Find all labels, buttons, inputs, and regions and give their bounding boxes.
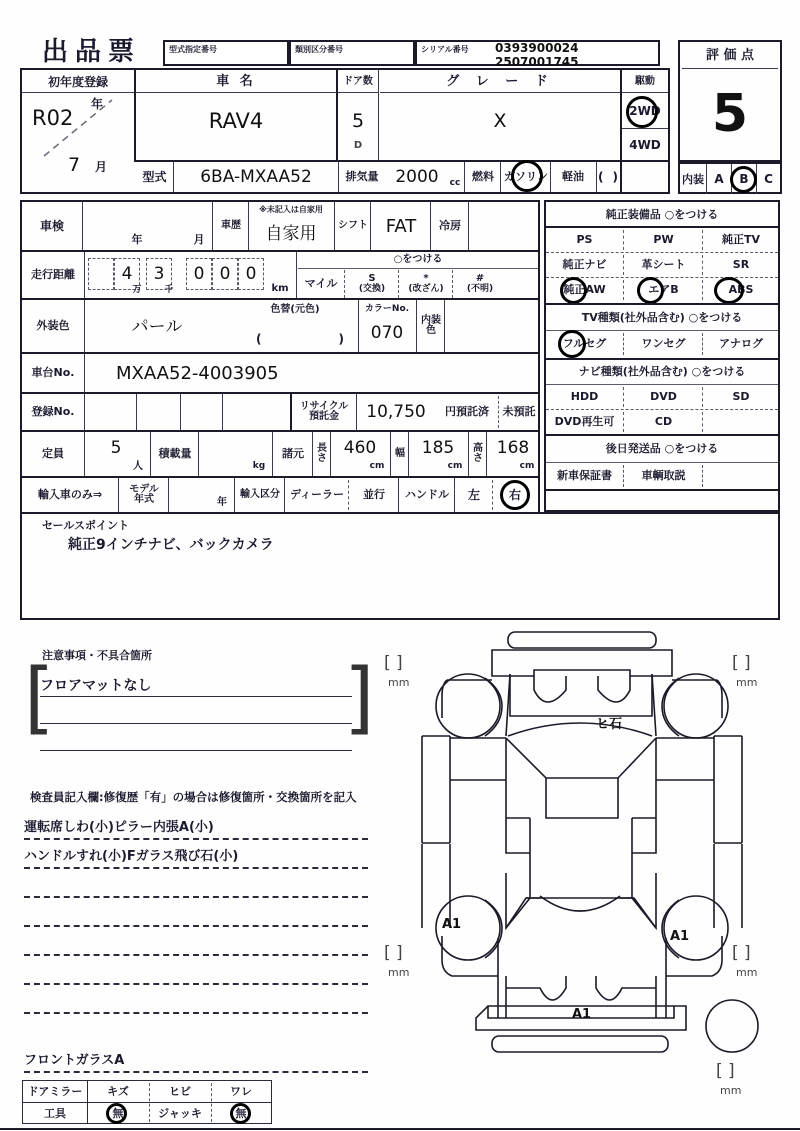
tv-fullseg[interactable]: フルセグ xyxy=(562,337,607,351)
tv-type-header: TV種類(社外品含む) ○をつける xyxy=(581,311,743,325)
fuel-diesel[interactable]: 軽油 xyxy=(562,170,584,184)
doors-header-divider xyxy=(338,92,378,93)
caution-line-0: フロアマットなし xyxy=(40,677,152,694)
seats-unit: 人 xyxy=(133,460,143,472)
inspector-rule-1 xyxy=(24,867,368,869)
recycle-amount: 10,750 xyxy=(366,402,426,422)
genuine-equipment-header: 純正装備品 ○をつける xyxy=(605,208,719,222)
model-designation-field xyxy=(163,40,289,66)
interior-grade-b[interactable]: B xyxy=(731,164,756,194)
model-year-unit: 年 xyxy=(217,496,227,508)
history-label: 車歴 xyxy=(221,219,241,231)
vsep-3 xyxy=(378,70,379,162)
diagram-mark-hiseki: ヒ石 xyxy=(596,717,623,732)
vsep-reg xyxy=(84,394,85,430)
width-label: 幅 xyxy=(395,447,405,459)
diagram-mark-a1-2: A1 xyxy=(670,929,690,944)
vsep-fuel1 xyxy=(500,162,501,192)
vsep-shaken xyxy=(82,202,83,250)
type-value: 6BA-MXAA52 xyxy=(200,167,312,187)
vdash-eq-r1a xyxy=(623,230,624,250)
recycle-paid[interactable]: 円預託済 xyxy=(445,405,489,419)
front-glass-rule xyxy=(24,1071,368,1073)
shift-value: FAT xyxy=(385,215,417,237)
diagram-bracket-tl: [ ] xyxy=(384,653,403,673)
vsep-shaken2 xyxy=(212,202,213,250)
diagram-bracket-br: [ ] xyxy=(732,943,751,963)
diagram-mm-br: mm xyxy=(736,966,758,979)
vsep-mileage xyxy=(84,252,85,298)
caution-line-1 xyxy=(40,703,340,723)
nav-sd[interactable]: SD xyxy=(732,390,750,404)
model-designation-value xyxy=(169,52,287,66)
inspector-line-5 xyxy=(24,963,354,983)
bottom-cell-tools: 工具 xyxy=(44,1106,66,1120)
serial-value: 0393900024 2507001745 xyxy=(495,41,579,69)
diagram-mm-tr: mm xyxy=(736,676,758,689)
interior-color-label: 内装色 xyxy=(421,315,441,336)
vdash-eq-r1b xyxy=(702,230,703,250)
vsep-load xyxy=(150,432,151,476)
rating-divider xyxy=(682,68,778,69)
displacement-unit: cc xyxy=(449,178,461,189)
vsep-type xyxy=(338,162,339,192)
vdash-ship-b xyxy=(702,465,703,487)
vsep-fuel3 xyxy=(596,162,597,192)
mileage-s-option[interactable] xyxy=(346,270,398,298)
shaken-label: 車検 xyxy=(39,218,64,233)
repaint-close: ) xyxy=(338,331,344,346)
vdash-eq-r3b xyxy=(702,280,703,300)
height-value: 168 xyxy=(496,438,530,458)
car-damage-diagram xyxy=(380,628,780,1128)
vdash-nav-a xyxy=(623,387,624,407)
equipment-genuine-aw[interactable]: 純正AW xyxy=(563,283,606,297)
inspector-rule-4 xyxy=(24,954,368,956)
vsep-mileage2 xyxy=(296,252,297,298)
caution-rule-0 xyxy=(40,696,352,697)
inspector-rule-2 xyxy=(24,896,368,898)
ac-value xyxy=(470,202,538,250)
drive-divider xyxy=(622,128,668,129)
interior-grade-row xyxy=(678,162,782,194)
caution-rule-2 xyxy=(40,750,352,751)
width-unit: cm xyxy=(447,461,463,472)
vsep-history xyxy=(248,202,249,250)
interior-color-value xyxy=(446,300,538,352)
mileage-digit-0[interactable] xyxy=(88,258,114,290)
bottom-cell-scratch[interactable]: キズ xyxy=(107,1084,129,1098)
height-unit: cm xyxy=(519,461,535,472)
vsep-history2 xyxy=(334,202,335,250)
equipment-sr[interactable]: SR xyxy=(732,258,750,272)
repaint-open: ( xyxy=(256,331,262,346)
mileage-digit-1[interactable]: 4 xyxy=(114,258,140,290)
doors-sub-label: D xyxy=(353,139,363,151)
vsep-colorno xyxy=(358,300,359,352)
vsep-ac xyxy=(430,202,431,250)
hsep-ship-end xyxy=(546,489,778,491)
length-label: 長さ xyxy=(317,443,327,464)
color-no-label: カラーNo. xyxy=(364,304,410,315)
vsep-load2 xyxy=(198,432,199,476)
vdash-recycle xyxy=(498,396,499,428)
front-glass-note: フロントガラスA xyxy=(24,1053,125,1069)
caution-line-2 xyxy=(40,730,340,750)
caution-bracket-left: [ xyxy=(24,653,55,743)
model-year-label xyxy=(120,478,168,512)
inspector-line-2 xyxy=(24,876,354,896)
registration-label: 登録No. xyxy=(31,405,75,419)
nav-blank[interactable] xyxy=(704,410,778,434)
vdash-nav-b xyxy=(702,387,703,407)
load-label: 積載量 xyxy=(158,447,192,461)
inspector-line-3 xyxy=(24,905,354,925)
shift-label: シフト xyxy=(338,219,368,231)
shaken-month-value xyxy=(150,204,198,232)
first-reg-month-value: 7 xyxy=(67,154,81,176)
nav-dvd-playable[interactable]: DVD再生可 xyxy=(554,415,615,429)
history-value: 自家用 xyxy=(265,223,317,244)
vdash-mile xyxy=(344,270,345,298)
drive-2wd[interactable]: 2WD xyxy=(629,103,661,118)
diagram-bracket-tr: [ ] xyxy=(732,653,751,673)
sheet-bottom-rule xyxy=(0,1128,800,1130)
displacement-label: 排気量 xyxy=(345,170,379,184)
inspector-rule-6 xyxy=(24,1012,368,1014)
vsep-reg2 xyxy=(180,394,181,430)
vsep-seats xyxy=(84,432,85,476)
recycle-label xyxy=(292,394,356,430)
vsep-fuel2 xyxy=(550,162,551,192)
width-value: 185 xyxy=(421,438,455,458)
bottom-vdash-2 xyxy=(149,1083,150,1122)
bottom-cell-tools-none[interactable]: 無 xyxy=(112,1106,124,1120)
type-label: 型式 xyxy=(136,162,174,192)
vsep-imdiv xyxy=(234,478,235,512)
vsep-len2 xyxy=(330,432,331,476)
interior-grade-a[interactable]: A xyxy=(706,164,731,194)
first-reg-year-value: R02 xyxy=(32,106,74,130)
vsep-disp xyxy=(464,162,465,192)
inspector-line-4 xyxy=(24,934,354,954)
diagram-mm-tl: mm xyxy=(388,676,410,689)
serial-field xyxy=(415,40,660,69)
mileage-s-label: S xyxy=(368,273,376,285)
vdash-dealer xyxy=(348,480,349,510)
vsep-ac2 xyxy=(468,202,469,250)
chassis-label: 車台No. xyxy=(31,366,75,380)
load-value xyxy=(200,434,268,462)
vsep-reg1 xyxy=(136,394,137,430)
caution-rule-1 xyxy=(40,723,352,724)
inspector-rule-0 xyxy=(24,838,368,840)
vdash-star xyxy=(452,270,453,298)
registration-cell-2[interactable] xyxy=(182,394,222,430)
mileage-hash-sub: (不明) xyxy=(466,283,494,294)
vdash-ship-a xyxy=(623,465,624,487)
vsep-hgt xyxy=(468,432,469,476)
first-reg-header-divider xyxy=(22,92,134,93)
mileage-km-unit: km xyxy=(271,282,289,294)
vsep-extcolor xyxy=(84,300,85,352)
nav-type-header: ナビ種類(社外品含む) ○をつける xyxy=(578,365,746,379)
car-name-value: RAV4 xyxy=(208,109,264,133)
equipment-ps[interactable]: PS xyxy=(576,233,593,247)
recycle-label-line2: 預託金 xyxy=(309,411,339,422)
shaken-year-unit: 年 xyxy=(131,233,143,247)
inspector-label: 検査員記入欄:修復歴「有」の場合は修復箇所・交換箇所を記入 xyxy=(30,789,357,804)
vsep-intcolor xyxy=(416,300,417,352)
registration-cell-1[interactable] xyxy=(138,394,180,430)
diagram-mark-a1-1: A1 xyxy=(442,917,462,932)
diagram-bracket-bl: [ ] xyxy=(384,943,403,963)
equipment-genuine-tv[interactable]: 純正TV xyxy=(721,233,761,247)
vsep-chassis xyxy=(84,354,85,392)
equipment-genuine-nav[interactable]: 純正ナビ xyxy=(562,258,607,272)
mileage-digit-5[interactable]: 0 xyxy=(238,258,264,290)
ship-warranty[interactable]: 新車保証書 xyxy=(557,469,612,483)
drive-label: 駆動 xyxy=(635,75,655,87)
drive-4wd[interactable]: 4WD xyxy=(629,137,661,152)
spec-label: 諸元 xyxy=(282,447,304,461)
shaken-year-value xyxy=(84,204,144,232)
vsep-modelyear xyxy=(168,478,169,512)
drive-header-divider xyxy=(622,92,668,93)
vdash-eq-r3a xyxy=(623,280,624,300)
mileage-digit-3[interactable]: 0 xyxy=(186,258,212,290)
inspector-line-6 xyxy=(24,992,354,1012)
vsep-wid2 xyxy=(408,432,409,476)
mileage-man-unit: 万 xyxy=(132,285,142,296)
seats-label: 定員 xyxy=(42,447,64,461)
mileage-star-label: * xyxy=(423,273,429,285)
import-dealer[interactable]: ディーラー xyxy=(289,488,345,502)
page-title: 出品票 xyxy=(42,37,142,68)
model-year-line2: 年式 xyxy=(134,494,154,505)
mileage-circle-note: ○をつける xyxy=(393,253,443,265)
vsep-handle2 xyxy=(454,478,455,512)
car-name-label: 車 名 xyxy=(216,74,256,90)
length-unit: cm xyxy=(369,461,385,472)
inspector-line-0: 運転席しわ(小)ピラー内張A(小) xyxy=(24,820,214,836)
tv-analog[interactable]: アナログ xyxy=(719,337,763,351)
vsep-wid xyxy=(390,432,391,476)
mileage-star-option[interactable] xyxy=(400,270,452,298)
registration-cell-3[interactable] xyxy=(224,394,290,430)
first-reg-label: 初年度登録 xyxy=(47,74,108,89)
diagram-mm-spare: mm xyxy=(720,1084,742,1097)
mileage-hash-label: # xyxy=(475,273,485,285)
nav-cd[interactable]: CD xyxy=(654,415,673,429)
hsep-circle-note xyxy=(298,268,538,269)
vdash-nav-c xyxy=(623,412,624,432)
mileage-s-sub: (交換) xyxy=(358,283,386,294)
inspector-line-1: ハンドルすれ(小)Fガラス飛び石(小) xyxy=(24,849,239,865)
tv-oneseg[interactable]: ワンセグ xyxy=(641,337,686,351)
grade-header-divider xyxy=(380,92,620,93)
vdash-eq-r2b xyxy=(702,255,703,275)
shaken-month-unit: 月 xyxy=(193,233,205,247)
bottom-cell-break[interactable]: ワレ xyxy=(230,1084,252,1098)
class-division-label: 類別区分番号 xyxy=(295,44,343,54)
sales-point-label: セールスポイント xyxy=(42,519,130,533)
vsep-import xyxy=(118,478,119,512)
vdash-tv-b xyxy=(702,333,703,355)
equipment-leather-seat[interactable]: 革シート xyxy=(641,258,686,272)
hsep-eq-genuine-end xyxy=(546,303,778,305)
load-unit: kg xyxy=(252,461,266,472)
vsep-hgt2 xyxy=(486,432,487,476)
bottom-vsep-1 xyxy=(87,1081,88,1124)
seats-value: 5 xyxy=(110,438,122,458)
bottom-cell-crack[interactable]: ヒビ xyxy=(169,1084,191,1098)
vdash-tv-a xyxy=(623,333,624,355)
handle-right[interactable]: 右 xyxy=(508,487,521,502)
mileage-sen-unit: 千 xyxy=(164,285,174,296)
fuel-label: 燃料 xyxy=(472,170,494,184)
bottom-cell-door-mirror: ドアミラー xyxy=(27,1084,83,1098)
nav-hdd[interactable]: HDD xyxy=(570,390,599,404)
diagram-mm-bl: mm xyxy=(388,966,410,979)
grade-label: グ レ ー ド xyxy=(446,74,554,90)
inspector-rule-5 xyxy=(24,983,368,985)
model-designation-label: 型式指定番号 xyxy=(169,44,217,54)
bottom-vdash-3 xyxy=(211,1083,212,1122)
class-division-value xyxy=(295,52,413,66)
exterior-color-label: 外装色 xyxy=(36,319,70,333)
ship-manual[interactable]: 車輌取説 xyxy=(641,469,686,483)
caution-bracket-right: ] xyxy=(344,653,375,743)
fuel-other-close: ) xyxy=(612,169,618,184)
registration-cell-0[interactable] xyxy=(86,394,136,430)
vsep-intcolor2 xyxy=(444,300,445,352)
vdash-handle xyxy=(492,480,493,510)
height-label: 高さ xyxy=(473,443,483,464)
import-label: 輸入車のみ⇒ xyxy=(37,488,103,502)
mileage-star-sub: (改ざん) xyxy=(408,283,444,294)
vsep-recycle2 xyxy=(356,394,357,430)
diagram-bracket-spare: [ ] xyxy=(716,1061,735,1081)
handle-label: ハンドル xyxy=(405,488,449,502)
grade-value: X xyxy=(493,110,507,132)
vsep-spec xyxy=(272,432,273,476)
vsep-reg3 xyxy=(222,394,223,430)
doors-value: 5 xyxy=(351,110,365,132)
caution-label: 注意事項・不具合箇所 xyxy=(42,649,152,663)
class-division-field xyxy=(289,40,415,66)
vdash-eq-r2a xyxy=(623,255,624,275)
sales-point-value: 純正9インチナビ、バックカメラ xyxy=(68,536,274,553)
equipment-abs[interactable]: ABS xyxy=(728,283,754,297)
mileage-hash-option[interactable] xyxy=(454,270,506,298)
recycle-unpaid[interactable]: 未預託 xyxy=(502,405,536,419)
diagram-mark-a1-3: A1 xyxy=(572,1007,592,1022)
vsep-shift xyxy=(370,202,371,250)
fuel-other-open: ( xyxy=(598,169,604,184)
bottom-table xyxy=(22,1080,272,1124)
ship-header: 後日発送品 ○をつける xyxy=(605,442,719,456)
vsep-handle xyxy=(398,478,399,512)
car-name-header-divider xyxy=(136,92,336,93)
handle-left[interactable]: 左 xyxy=(467,487,480,502)
equipment-pw[interactable]: PW xyxy=(653,233,674,247)
bottom-cell-jack-none[interactable]: 無 xyxy=(235,1106,247,1120)
ac-label: 冷房 xyxy=(439,219,461,233)
bottom-cell-jack: ジャッキ xyxy=(158,1106,202,1120)
ship-blank[interactable] xyxy=(704,463,778,489)
exterior-color-value: パール xyxy=(131,316,183,337)
rating-value: 5 xyxy=(711,84,749,144)
model-year-line1: モデル xyxy=(129,483,159,495)
length-value: 460 xyxy=(343,438,377,458)
interior-grade-c[interactable]: C xyxy=(756,164,780,194)
vdash-s xyxy=(398,270,399,298)
first-reg-slash xyxy=(40,96,124,160)
first-reg-month-unit: 月 xyxy=(94,159,107,174)
doors-label: ドア数 xyxy=(343,75,373,87)
equipment-airbag[interactable]: エアB xyxy=(648,283,679,297)
nav-dvd[interactable]: DVD xyxy=(650,390,677,404)
mileage-mile-option[interactable]: マイル xyxy=(304,277,338,291)
recycle-label-line1: リサイクル xyxy=(299,400,349,412)
chassis-value: MXAA52-4003905 xyxy=(116,362,279,384)
vdash-nav-d xyxy=(702,412,703,432)
rating-box xyxy=(678,40,782,162)
mileage-digit-2[interactable]: 3 xyxy=(146,258,172,290)
interior-grade-label: 内装 xyxy=(682,172,704,186)
repaint-label: 色替(元色) xyxy=(270,303,320,315)
mileage-label: 走行距離 xyxy=(31,268,75,282)
serial-label: シリアル番号 xyxy=(421,44,469,54)
vsep-imdiv2 xyxy=(284,478,285,512)
import-division-label: 輸入区分 xyxy=(240,488,280,500)
vsep-len xyxy=(312,432,313,476)
color-no-value: 070 xyxy=(370,323,404,343)
rating-label: 評 価 点 xyxy=(705,48,755,64)
inspector-rule-3 xyxy=(24,925,368,927)
history-note: ※未記入は自家用 xyxy=(259,204,323,214)
first-reg-year-unit: 年 xyxy=(90,96,103,111)
mileage-digit-4[interactable]: 0 xyxy=(212,258,238,290)
fuel-gasoline[interactable]: ガソリン xyxy=(504,170,548,184)
displacement-value: 2000 xyxy=(395,167,439,187)
import-parallel[interactable]: 並行 xyxy=(363,488,385,502)
